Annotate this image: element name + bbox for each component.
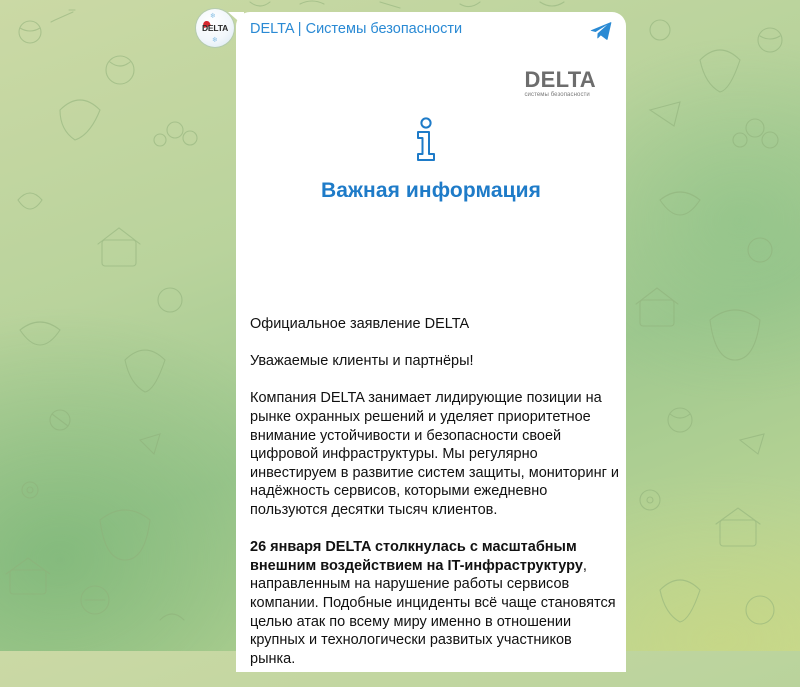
message-card [236,12,626,672]
logo-tagline: системы безопасности [524,92,590,98]
telegram-paper-plane-icon [590,21,612,41]
post-paragraph-2-rest: , направленным на нарушение работы сервисов компании. Подобные инциденты всё чаще становятся целью атак по всему миру именно в отношении крупных и технологически развитых участников рынка. [250,557,616,667]
snowflake-icon: ❄ [212,37,218,44]
post-paragraph-2 [250,538,620,668]
post-greeting: Уважаемые клиенты и партнёры! [250,353,474,370]
post-paragraph-1: Компания DELTA занимает лидирующие позиции на рынке охранных решений и уделяет приоритетное внимание устойчивости и безопасности своей цифровой инфраструктуры. Мы регулярно инвестируем в развитие систем защиты, мониторинг и надёжность сервисов, которыми ежедневно пользуются десятки тысяч клиентов. [250,390,620,518]
info-icon [414,117,438,162]
post-paragraph-2-bold: 26 января DELTA столкнулась с масштабным внешним воздействием на IT-инфраструктуру [250,539,583,574]
media-title: Важная информация [321,179,541,202]
channel-title[interactable]: DELTA | Системы безопасности [250,21,463,37]
share-button[interactable] [590,21,612,41]
post-heading: Официальное заявление DELTA [250,316,470,332]
snowflake-icon: ❄ [210,13,216,20]
avatar-label: DELTA [201,23,229,33]
channel-avatar[interactable] [196,9,234,47]
post-text [250,315,620,687]
delta-logo [524,69,596,98]
post-image[interactable] [236,57,626,297]
logo-wordmark: DELTA [524,67,596,92]
